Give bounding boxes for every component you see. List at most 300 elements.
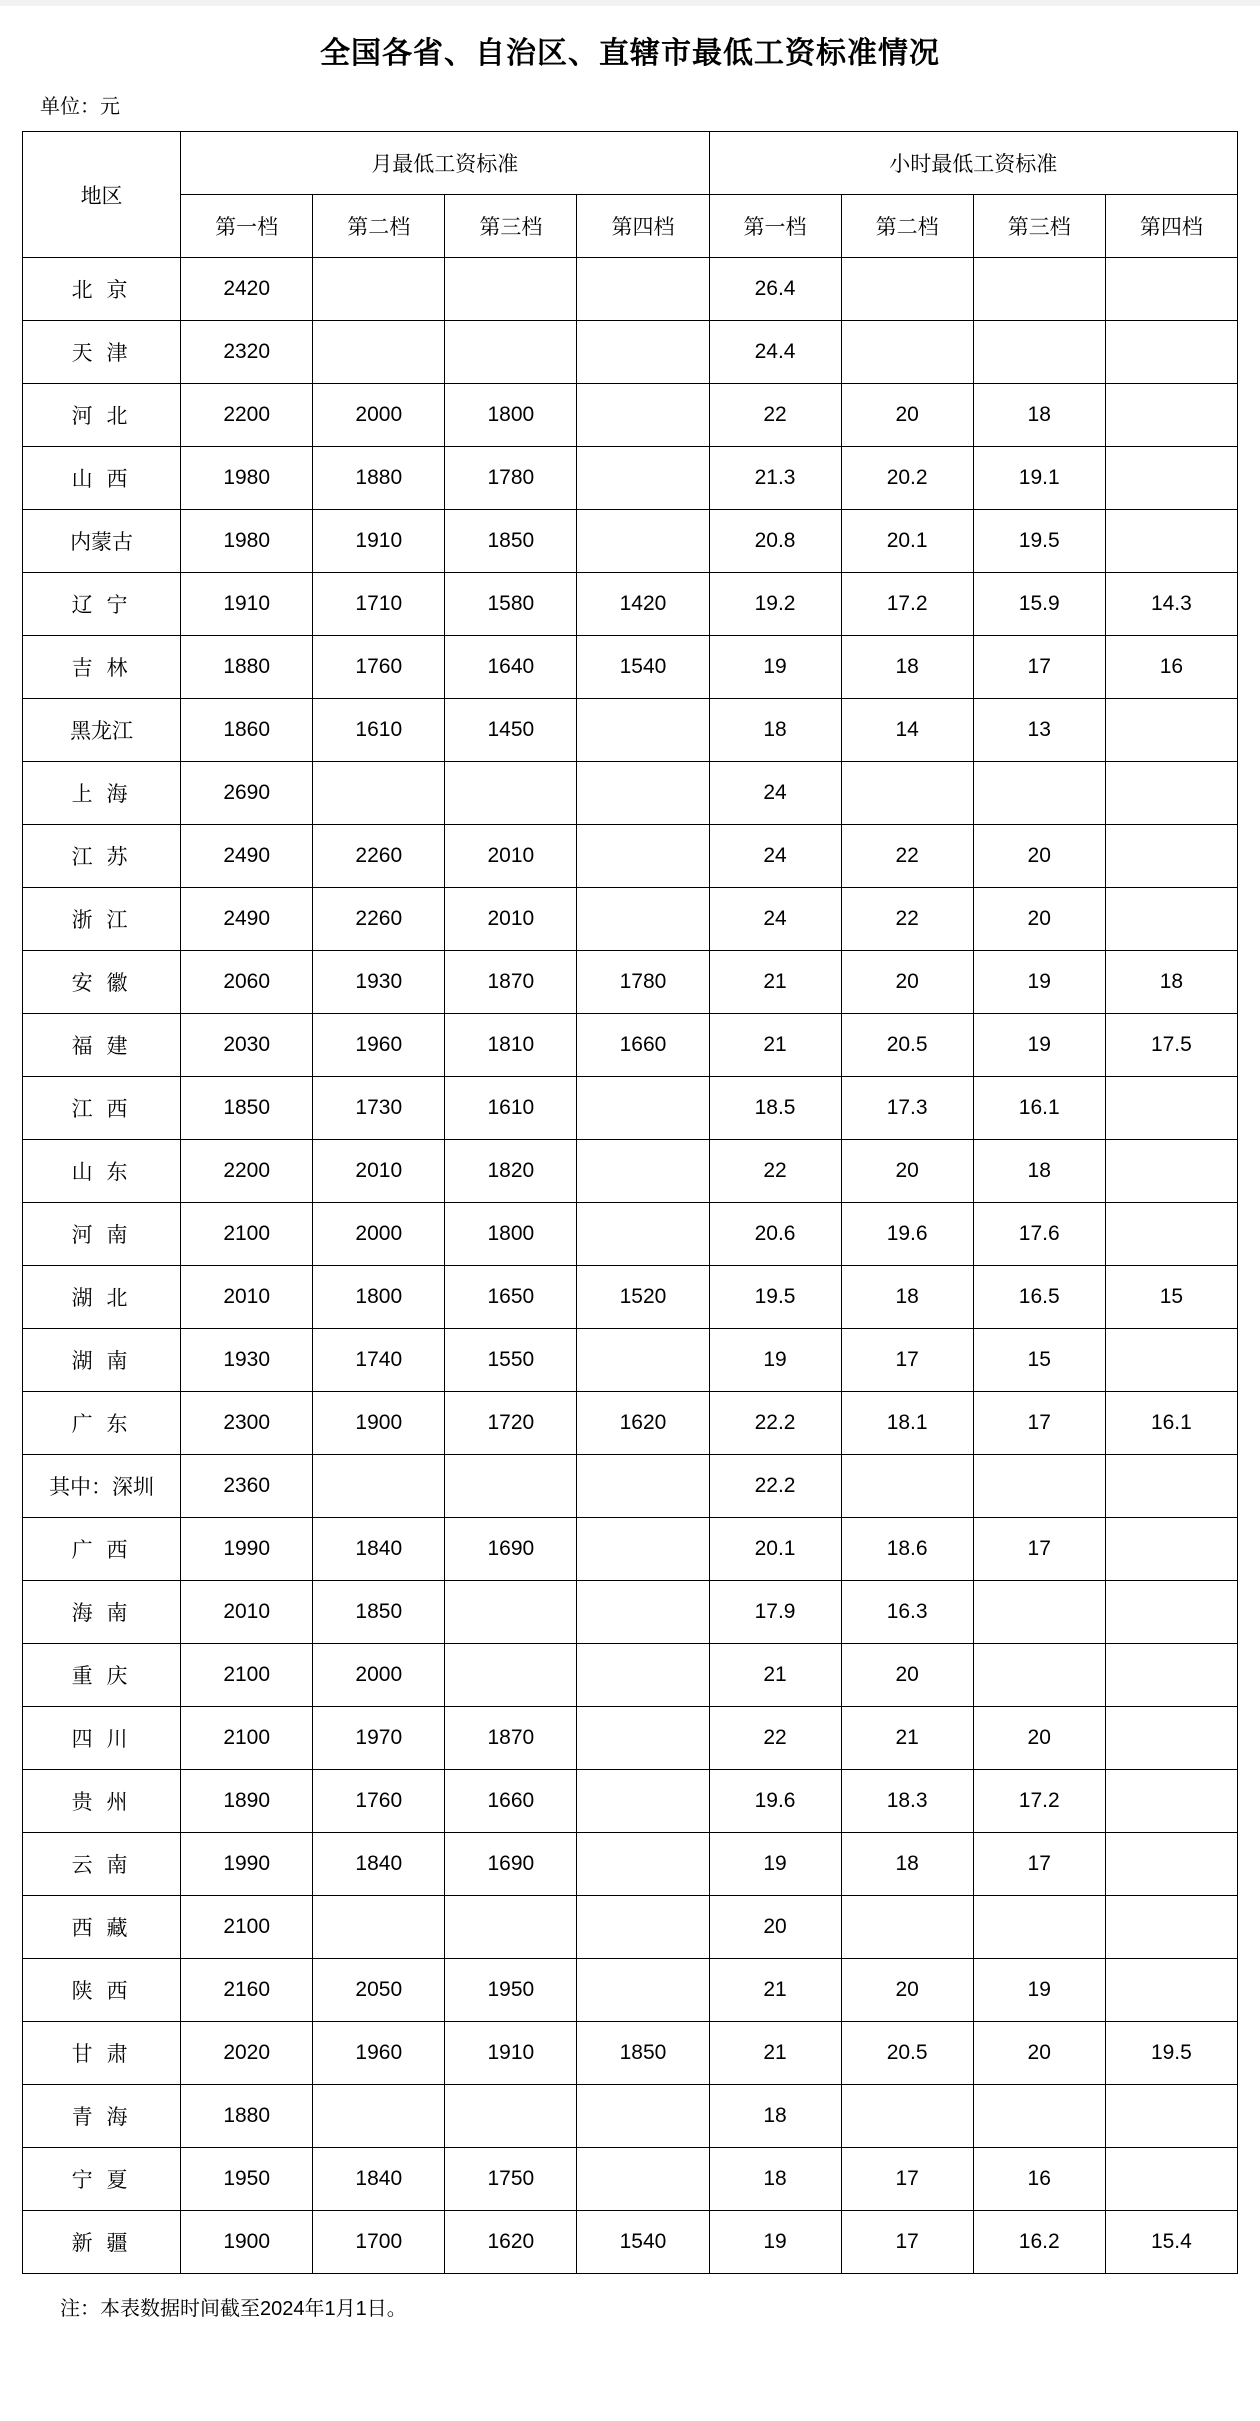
region-cell: 辽 宁 [23, 573, 181, 636]
hour-wage-tier-4: 15 [1105, 1266, 1237, 1329]
month-wage-tier-3: 1450 [445, 699, 577, 762]
month-wage-tier-3: 1580 [445, 573, 577, 636]
month-wage-tier-1: 2100 [181, 1896, 313, 1959]
region-cell: 内蒙古 [23, 510, 181, 573]
month-wage-tier-4: 1540 [577, 2211, 709, 2274]
month-wage-tier-1: 2020 [181, 2022, 313, 2085]
month-wage-tier-4 [577, 888, 709, 951]
hour-wage-tier-1: 18 [709, 699, 841, 762]
hour-wage-tier-1: 24 [709, 888, 841, 951]
month-wage-tier-4: 1520 [577, 1266, 709, 1329]
hour-wage-tier-3 [973, 1896, 1105, 1959]
month-wage-tier-1: 1890 [181, 1770, 313, 1833]
month-wage-tier-3: 2010 [445, 888, 577, 951]
hour-wage-tier-4 [1105, 1140, 1237, 1203]
region-cell: 其中：深圳 [23, 1455, 181, 1518]
hour-wage-tier-1: 19.6 [709, 1770, 841, 1833]
hour-wage-tier-1: 26.4 [709, 258, 841, 321]
month-wage-tier-4 [577, 1833, 709, 1896]
month-wage-tier-3: 1800 [445, 1203, 577, 1266]
hour-wage-tier-3 [973, 1644, 1105, 1707]
month-wage-tier-3: 1950 [445, 1959, 577, 2022]
month-wage-tier-3 [445, 1581, 577, 1644]
table-row [23, 2211, 1238, 2274]
month-wage-tier-2: 1740 [313, 1329, 445, 1392]
month-wage-tier-4 [577, 1329, 709, 1392]
month-wage-tier-4 [577, 384, 709, 447]
hour-wage-tier-3: 19.1 [973, 447, 1105, 510]
month-wage-tier-3: 2010 [445, 825, 577, 888]
month-wage-tier-1: 1880 [181, 636, 313, 699]
hour-wage-tier-3: 16.5 [973, 1266, 1105, 1329]
hour-wage-tier-3: 17 [973, 1518, 1105, 1581]
month-wage-tier-1: 2200 [181, 1140, 313, 1203]
month-wage-tier-3: 1640 [445, 636, 577, 699]
month-wage-tier-4 [577, 447, 709, 510]
hour-wage-tier-4 [1105, 447, 1237, 510]
hour-wage-tier-4 [1105, 1896, 1237, 1959]
table-row [23, 447, 1238, 510]
region-cell: 宁 夏 [23, 2148, 181, 2211]
month-wage-tier-1: 2160 [181, 1959, 313, 2022]
hour-wage-tier-3: 15.9 [973, 573, 1105, 636]
month-wage-tier-4 [577, 1959, 709, 2022]
hour-wage-tier-3: 18 [973, 384, 1105, 447]
table-row [23, 1077, 1238, 1140]
month-wage-tier-2: 1930 [313, 951, 445, 1014]
region-cell: 江 西 [23, 1077, 181, 1140]
hour-wage-tier-4 [1105, 2148, 1237, 2211]
month-wage-tier-3: 1660 [445, 1770, 577, 1833]
hour-wage-tier-2: 20.2 [841, 447, 973, 510]
table-note: 注：本表数据时间截至2024年1月1日。 [60, 2298, 407, 2320]
table-container [0, 131, 1260, 2274]
month-wage-tier-4: 1780 [577, 951, 709, 1014]
header-month-tier-1: 第一档 [181, 195, 313, 258]
region-cell: 浙 江 [23, 888, 181, 951]
region-cell: 云 南 [23, 1833, 181, 1896]
hour-wage-tier-3: 18 [973, 1140, 1105, 1203]
month-wage-tier-4 [577, 2085, 709, 2148]
table-row [23, 1896, 1238, 1959]
month-wage-tier-3: 1690 [445, 1518, 577, 1581]
hour-wage-tier-2: 17.3 [841, 1077, 973, 1140]
header-hour-tier-2: 第二档 [841, 195, 973, 258]
hour-wage-tier-2: 17 [841, 2148, 973, 2211]
month-wage-tier-4: 1850 [577, 2022, 709, 2085]
region-cell: 广 东 [23, 1392, 181, 1455]
month-wage-tier-3: 1720 [445, 1392, 577, 1455]
region-cell: 福 建 [23, 1014, 181, 1077]
month-wage-tier-4: 1420 [577, 573, 709, 636]
month-wage-tier-3 [445, 258, 577, 321]
month-wage-tier-2: 1700 [313, 2211, 445, 2274]
hour-wage-tier-3: 19 [973, 1014, 1105, 1077]
hour-wage-tier-4 [1105, 1455, 1237, 1518]
month-wage-tier-3: 1750 [445, 2148, 577, 2211]
hour-wage-tier-1: 18 [709, 2148, 841, 2211]
month-wage-tier-1: 1860 [181, 699, 313, 762]
hour-wage-tier-2: 22 [841, 888, 973, 951]
hour-wage-tier-1: 21 [709, 1014, 841, 1077]
hour-wage-tier-2: 22 [841, 825, 973, 888]
month-wage-tier-1: 2320 [181, 321, 313, 384]
header-row-tiers [23, 195, 1238, 258]
month-wage-tier-1: 2010 [181, 1266, 313, 1329]
hour-wage-tier-2: 18 [841, 1833, 973, 1896]
month-wage-tier-1: 2060 [181, 951, 313, 1014]
month-wage-tier-2 [313, 762, 445, 825]
region-cell: 广 西 [23, 1518, 181, 1581]
region-cell: 陕 西 [23, 1959, 181, 2022]
hour-wage-tier-4: 19.5 [1105, 2022, 1237, 2085]
month-wage-tier-4: 1620 [577, 1392, 709, 1455]
hour-wage-tier-4 [1105, 1203, 1237, 1266]
hour-wage-tier-1: 22.2 [709, 1392, 841, 1455]
minimum-wage-table [22, 131, 1238, 2274]
month-wage-tier-4 [577, 258, 709, 321]
table-row [23, 258, 1238, 321]
hour-wage-tier-1: 17.9 [709, 1581, 841, 1644]
header-month-tier-3: 第三档 [445, 195, 577, 258]
table-row [23, 2022, 1238, 2085]
hour-wage-tier-2: 20.5 [841, 2022, 973, 2085]
hour-wage-tier-2 [841, 1896, 973, 1959]
hour-wage-tier-1: 20.8 [709, 510, 841, 573]
hour-wage-tier-3: 20 [973, 2022, 1105, 2085]
month-wage-tier-2: 1960 [313, 1014, 445, 1077]
month-wage-tier-2: 1610 [313, 699, 445, 762]
hour-wage-tier-2: 20 [841, 1140, 973, 1203]
month-wage-tier-3 [445, 1644, 577, 1707]
month-wage-tier-2: 1760 [313, 636, 445, 699]
hour-wage-tier-1: 22 [709, 1140, 841, 1203]
month-wage-tier-2: 2260 [313, 888, 445, 951]
month-wage-tier-1: 2300 [181, 1392, 313, 1455]
month-wage-tier-2: 2000 [313, 384, 445, 447]
hour-wage-tier-1: 21 [709, 1959, 841, 2022]
hour-wage-tier-1: 24 [709, 825, 841, 888]
region-cell: 山 东 [23, 1140, 181, 1203]
hour-wage-tier-3: 20 [973, 1707, 1105, 1770]
month-wage-tier-1: 1950 [181, 2148, 313, 2211]
month-wage-tier-1: 2360 [181, 1455, 313, 1518]
unit-label: 单位：元 [40, 96, 120, 118]
month-wage-tier-3: 1810 [445, 1014, 577, 1077]
month-wage-tier-4 [577, 1518, 709, 1581]
table-row [23, 321, 1238, 384]
month-wage-tier-1: 2690 [181, 762, 313, 825]
header-month-tier-2: 第二档 [313, 195, 445, 258]
month-wage-tier-4 [577, 762, 709, 825]
table-row [23, 1518, 1238, 1581]
hour-wage-tier-4: 17.5 [1105, 1014, 1237, 1077]
hour-wage-tier-3: 20 [973, 825, 1105, 888]
hour-wage-tier-2 [841, 1455, 973, 1518]
table-row [23, 1833, 1238, 1896]
hour-wage-tier-1: 21 [709, 951, 841, 1014]
hour-wage-tier-2: 20 [841, 1644, 973, 1707]
region-cell: 湖 北 [23, 1266, 181, 1329]
hour-wage-tier-1: 19 [709, 636, 841, 699]
hour-wage-tier-4 [1105, 1644, 1237, 1707]
table-row [23, 888, 1238, 951]
hour-wage-tier-3: 17 [973, 1833, 1105, 1896]
month-wage-tier-4 [577, 1581, 709, 1644]
table-row [23, 510, 1238, 573]
month-wage-tier-2: 1970 [313, 1707, 445, 1770]
table-row [23, 1203, 1238, 1266]
table-row [23, 699, 1238, 762]
hour-wage-tier-2: 20 [841, 384, 973, 447]
month-wage-tier-1: 2100 [181, 1203, 313, 1266]
month-wage-tier-4 [577, 1077, 709, 1140]
month-wage-tier-2: 2050 [313, 1959, 445, 2022]
table-row [23, 636, 1238, 699]
month-wage-tier-1: 2490 [181, 825, 313, 888]
region-cell: 江 苏 [23, 825, 181, 888]
month-wage-tier-2 [313, 2085, 445, 2148]
hour-wage-tier-4 [1105, 1959, 1237, 2022]
month-wage-tier-2: 1710 [313, 573, 445, 636]
table-row [23, 2148, 1238, 2211]
hour-wage-tier-3 [973, 2085, 1105, 2148]
month-wage-tier-3: 1870 [445, 951, 577, 1014]
hour-wage-tier-3: 20 [973, 888, 1105, 951]
hour-wage-tier-4 [1105, 1329, 1237, 1392]
hour-wage-tier-1: 18 [709, 2085, 841, 2148]
hour-wage-tier-2: 18.3 [841, 1770, 973, 1833]
hour-wage-tier-2: 17.2 [841, 573, 973, 636]
month-wage-tier-1: 1900 [181, 2211, 313, 2274]
region-cell: 西 藏 [23, 1896, 181, 1959]
table-header [23, 132, 1238, 258]
hour-wage-tier-4 [1105, 1770, 1237, 1833]
hour-wage-tier-2: 19.6 [841, 1203, 973, 1266]
hour-wage-tier-1: 20 [709, 1896, 841, 1959]
month-wage-tier-1: 1990 [181, 1833, 313, 1896]
hour-wage-tier-4: 14.3 [1105, 573, 1237, 636]
hour-wage-tier-1: 22 [709, 384, 841, 447]
month-wage-tier-3: 1910 [445, 2022, 577, 2085]
table-row [23, 2085, 1238, 2148]
hour-wage-tier-3: 19 [973, 951, 1105, 1014]
hour-wage-tier-4 [1105, 1077, 1237, 1140]
region-cell: 上 海 [23, 762, 181, 825]
month-wage-tier-4 [577, 1455, 709, 1518]
table-row [23, 1392, 1238, 1455]
region-cell: 重 庆 [23, 1644, 181, 1707]
hour-wage-tier-2 [841, 321, 973, 384]
month-wage-tier-2: 1850 [313, 1581, 445, 1644]
month-wage-tier-2: 1900 [313, 1392, 445, 1455]
hour-wage-tier-1: 24.4 [709, 321, 841, 384]
month-wage-tier-2: 1880 [313, 447, 445, 510]
month-wage-tier-2: 2000 [313, 1644, 445, 1707]
hour-wage-tier-3: 17.6 [973, 1203, 1105, 1266]
hour-wage-tier-3: 16.2 [973, 2211, 1105, 2274]
hour-wage-tier-4: 15.4 [1105, 2211, 1237, 2274]
hour-wage-tier-3: 17 [973, 636, 1105, 699]
month-wage-tier-3: 1610 [445, 1077, 577, 1140]
hour-wage-tier-4: 16 [1105, 636, 1237, 699]
month-wage-tier-4 [577, 321, 709, 384]
month-wage-tier-1: 2030 [181, 1014, 313, 1077]
hour-wage-tier-4 [1105, 384, 1237, 447]
month-wage-tier-1: 1850 [181, 1077, 313, 1140]
table-row [23, 1770, 1238, 1833]
hour-wage-tier-4 [1105, 1833, 1237, 1896]
region-cell: 新 疆 [23, 2211, 181, 2274]
hour-wage-tier-2: 14 [841, 699, 973, 762]
table-row [23, 762, 1238, 825]
month-wage-tier-3: 1650 [445, 1266, 577, 1329]
hour-wage-tier-2: 20.5 [841, 1014, 973, 1077]
header-hour-tier-4: 第四档 [1105, 195, 1237, 258]
month-wage-tier-4 [577, 1770, 709, 1833]
hour-wage-tier-4 [1105, 321, 1237, 384]
hour-wage-tier-3: 15 [973, 1329, 1105, 1392]
header-hour-tier-1: 第一档 [709, 195, 841, 258]
table-row [23, 1959, 1238, 2022]
hour-wage-tier-3: 19 [973, 1959, 1105, 2022]
hour-wage-tier-3 [973, 1455, 1105, 1518]
month-wage-tier-2: 1800 [313, 1266, 445, 1329]
month-wage-tier-1: 2100 [181, 1707, 313, 1770]
header-row-groups [23, 132, 1238, 195]
region-cell: 山 西 [23, 447, 181, 510]
table-row [23, 1014, 1238, 1077]
hour-wage-tier-4 [1105, 825, 1237, 888]
hour-wage-tier-2: 20.1 [841, 510, 973, 573]
hour-wage-tier-2: 18.1 [841, 1392, 973, 1455]
table-row [23, 825, 1238, 888]
hour-wage-tier-4 [1105, 510, 1237, 573]
hour-wage-tier-4 [1105, 699, 1237, 762]
hour-wage-tier-4 [1105, 258, 1237, 321]
hour-wage-tier-1: 22.2 [709, 1455, 841, 1518]
month-wage-tier-2 [313, 1455, 445, 1518]
month-wage-tier-1: 1910 [181, 573, 313, 636]
region-cell: 北 京 [23, 258, 181, 321]
month-wage-tier-3: 1690 [445, 1833, 577, 1896]
month-wage-tier-2: 2010 [313, 1140, 445, 1203]
region-cell: 甘 肃 [23, 2022, 181, 2085]
table-row [23, 1644, 1238, 1707]
hour-wage-tier-3 [973, 258, 1105, 321]
region-cell: 河 南 [23, 1203, 181, 1266]
month-wage-tier-2: 1840 [313, 1518, 445, 1581]
hour-wage-tier-3: 16.1 [973, 1077, 1105, 1140]
month-wage-tier-4 [577, 1707, 709, 1770]
hour-wage-tier-4 [1105, 1581, 1237, 1644]
month-wage-tier-3 [445, 762, 577, 825]
month-wage-tier-2: 1960 [313, 2022, 445, 2085]
hour-wage-tier-2 [841, 258, 973, 321]
hour-wage-tier-4: 16.1 [1105, 1392, 1237, 1455]
region-cell: 天 津 [23, 321, 181, 384]
month-wage-tier-2: 1840 [313, 1833, 445, 1896]
table-row [23, 1329, 1238, 1392]
month-wage-tier-3: 1620 [445, 2211, 577, 2274]
table-row [23, 1581, 1238, 1644]
page-title: 全国各省、自治区、直辖市最低工资标准情况 [320, 37, 940, 70]
hour-wage-tier-1: 19 [709, 1329, 841, 1392]
month-wage-tier-2: 1840 [313, 2148, 445, 2211]
month-wage-tier-2 [313, 258, 445, 321]
table-row [23, 384, 1238, 447]
hour-wage-tier-1: 18.5 [709, 1077, 841, 1140]
month-wage-tier-2 [313, 1896, 445, 1959]
hour-wage-tier-3: 19.5 [973, 510, 1105, 573]
region-cell: 海 南 [23, 1581, 181, 1644]
hour-wage-tier-2: 21 [841, 1707, 973, 1770]
region-cell: 四 川 [23, 1707, 181, 1770]
hour-wage-tier-1: 19 [709, 1833, 841, 1896]
month-wage-tier-4: 1540 [577, 636, 709, 699]
hour-wage-tier-2: 18.6 [841, 1518, 973, 1581]
table-row [23, 1266, 1238, 1329]
month-wage-tier-3: 1780 [445, 447, 577, 510]
month-wage-tier-2: 1910 [313, 510, 445, 573]
hour-wage-tier-2: 16.3 [841, 1581, 973, 1644]
month-wage-tier-2: 1730 [313, 1077, 445, 1140]
hour-wage-tier-4 [1105, 2085, 1237, 2148]
table-body [23, 258, 1238, 2274]
hour-wage-tier-1: 20.6 [709, 1203, 841, 1266]
table-row [23, 1707, 1238, 1770]
month-wage-tier-2: 2260 [313, 825, 445, 888]
month-wage-tier-1: 1930 [181, 1329, 313, 1392]
hour-wage-tier-1: 19.5 [709, 1266, 841, 1329]
month-wage-tier-4 [577, 825, 709, 888]
header-group-month: 月最低工资标准 [181, 132, 709, 195]
table-row [23, 573, 1238, 636]
region-cell: 河 北 [23, 384, 181, 447]
hour-wage-tier-2: 17 [841, 2211, 973, 2274]
hour-wage-tier-2: 18 [841, 1266, 973, 1329]
region-cell: 安 徽 [23, 951, 181, 1014]
hour-wage-tier-2 [841, 2085, 973, 2148]
hour-wage-tier-2 [841, 762, 973, 825]
month-wage-tier-2 [313, 321, 445, 384]
month-wage-tier-3 [445, 1896, 577, 1959]
header-hour-tier-3: 第三档 [973, 195, 1105, 258]
table-row [23, 1455, 1238, 1518]
month-wage-tier-1: 2100 [181, 1644, 313, 1707]
hour-wage-tier-4 [1105, 762, 1237, 825]
hour-wage-tier-1: 20.1 [709, 1518, 841, 1581]
hour-wage-tier-2: 17 [841, 1329, 973, 1392]
hour-wage-tier-2: 20 [841, 951, 973, 1014]
hour-wage-tier-1: 19 [709, 2211, 841, 2274]
month-wage-tier-1: 1990 [181, 1518, 313, 1581]
hour-wage-tier-3: 17.2 [973, 1770, 1105, 1833]
month-wage-tier-3: 1800 [445, 384, 577, 447]
hour-wage-tier-3 [973, 1581, 1105, 1644]
hour-wage-tier-1: 21.3 [709, 447, 841, 510]
month-wage-tier-3: 1850 [445, 510, 577, 573]
month-wage-tier-2: 2000 [313, 1203, 445, 1266]
region-cell: 吉 林 [23, 636, 181, 699]
hour-wage-tier-3: 17 [973, 1392, 1105, 1455]
month-wage-tier-1: 2490 [181, 888, 313, 951]
header-month-tier-4: 第四档 [577, 195, 709, 258]
hour-wage-tier-4 [1105, 1707, 1237, 1770]
month-wage-tier-3 [445, 1455, 577, 1518]
hour-wage-tier-2: 20 [841, 1959, 973, 2022]
table-row [23, 1140, 1238, 1203]
